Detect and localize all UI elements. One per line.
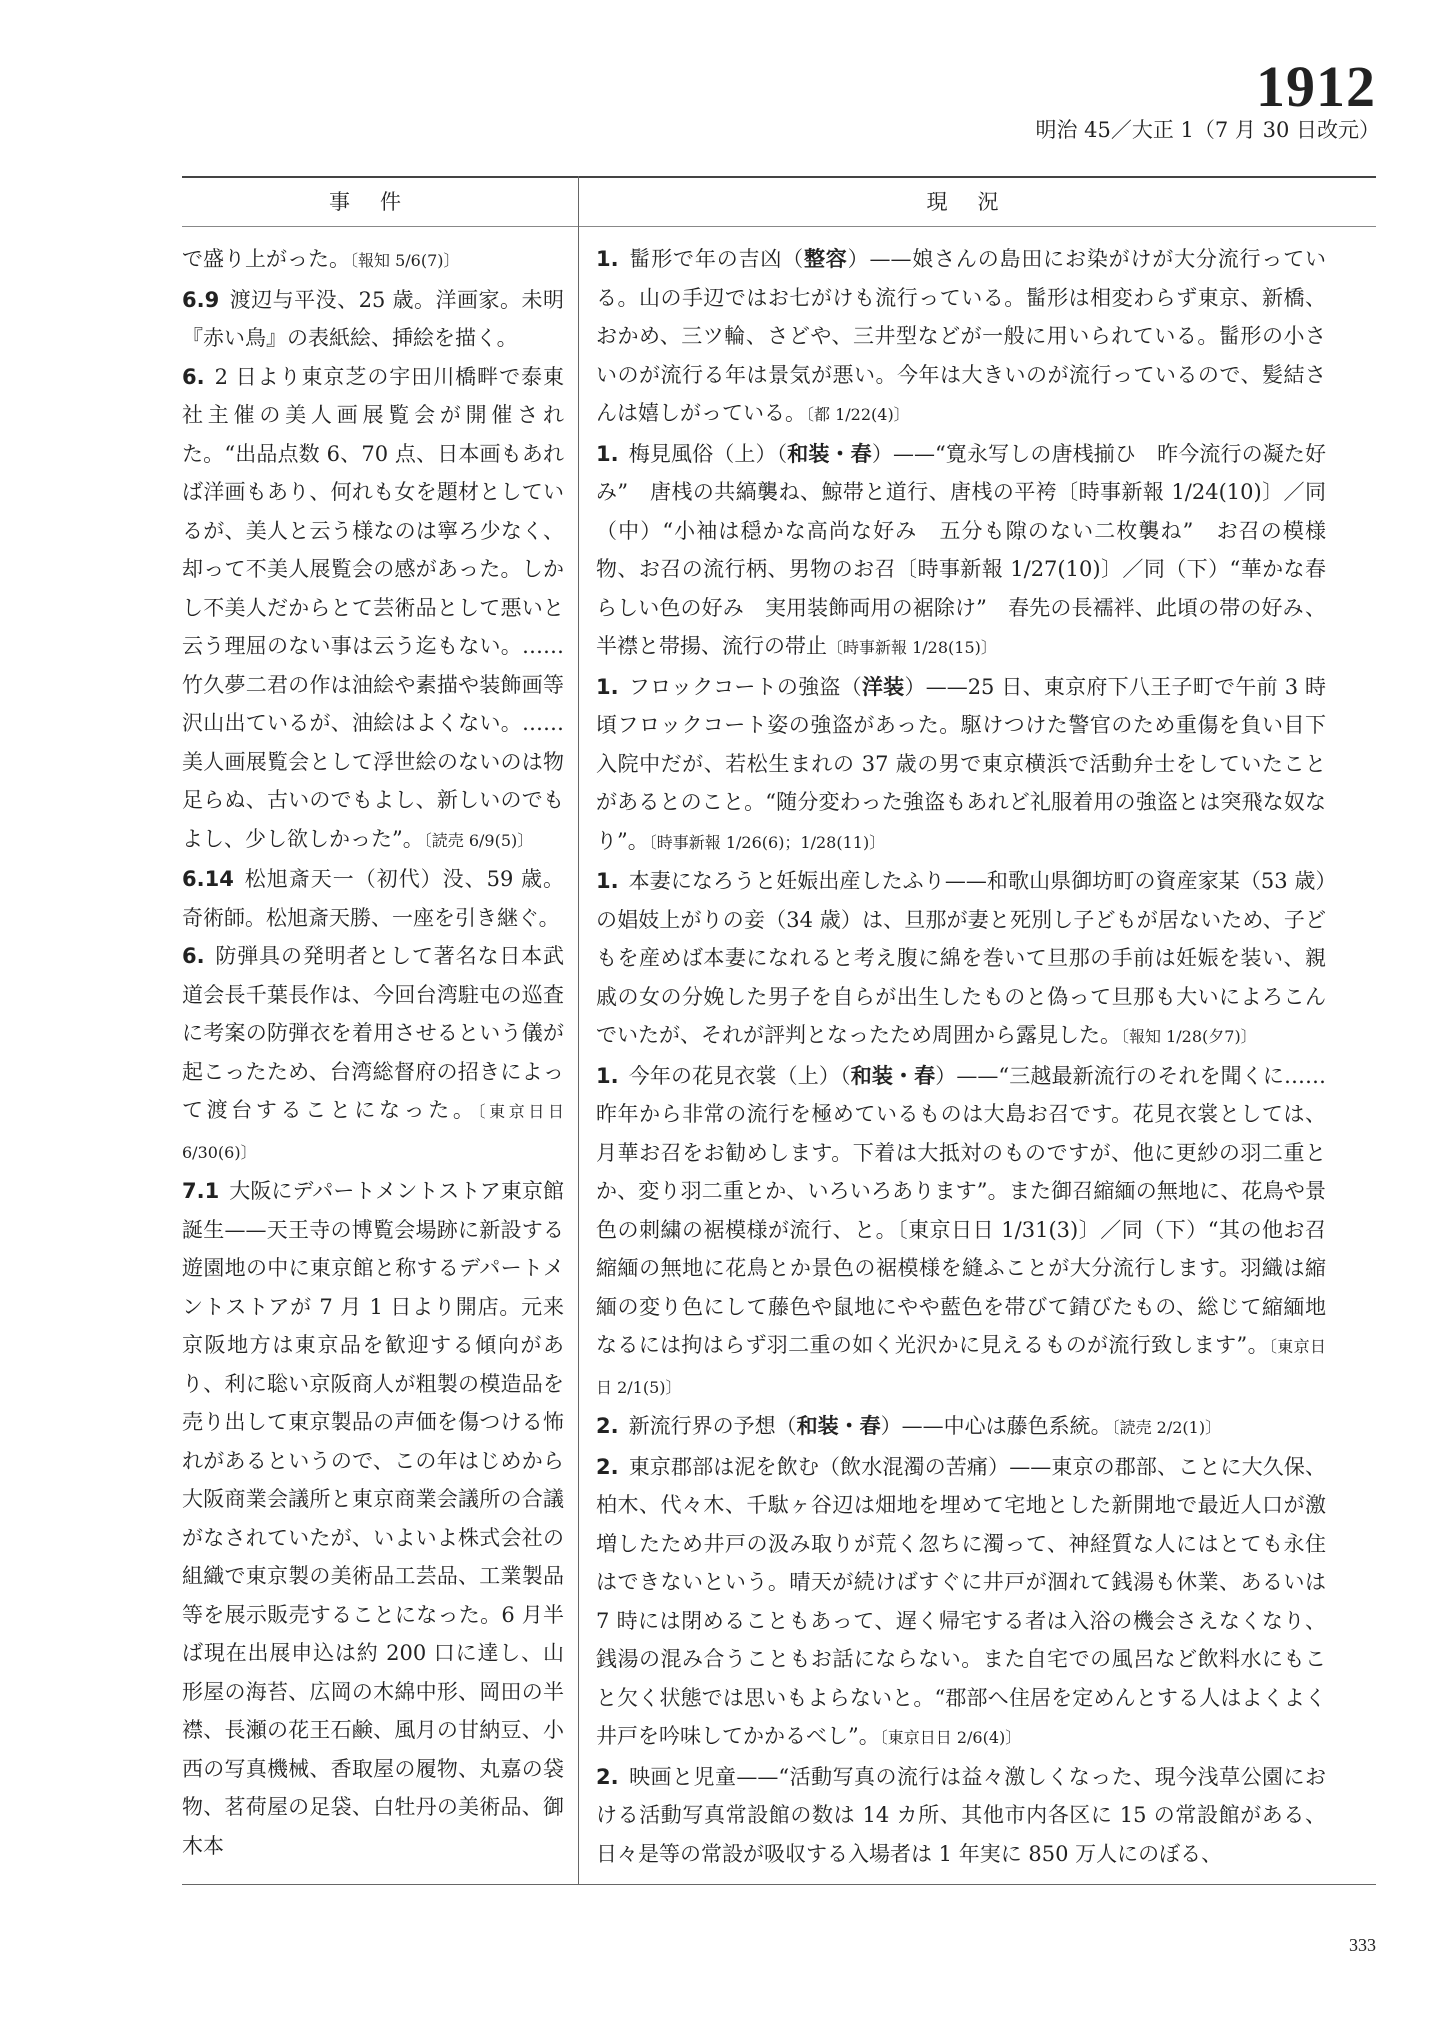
event-source: 〔東京日日 6/30(6)〕 (182, 1102, 564, 1162)
condition-month: 1. (596, 1063, 619, 1088)
condition-month: 1. (596, 674, 619, 699)
event-entry (182, 281, 564, 358)
condition-month: 2. (596, 1454, 619, 1479)
condition-text: 髷形で年の吉凶（ (628, 247, 804, 271)
event-entry (182, 1172, 564, 1865)
column-header-events: 事件 (329, 190, 431, 214)
event-text: 防弾具の発明者として著名な日本武道会長千葉長作は、今回台湾駐屯の巡査に考案の防弾衣を着用させるという儀が起こったため、台湾総督府の招きによって渡台することになった。 (182, 944, 564, 1122)
bottom-rule (182, 1884, 1376, 1885)
condition-text-cont: ）——“寛永写しの唐桟揃ひ 昨今流行の凝た好み” 唐桟の共縞襲ね、鯨帯と道行、唐桟の平袴〔時事新報 1/24(10)〕／同（中）“小袖は穏かな高尚な好み 五分も隙のない二枚襲ね” お召の模様物、お召の流行柄、男物のお召〔時事新報 1/27(10)〕／同（下）“華かな春らしい色の好み 実用装飾両用の裾除け” 春先の長襦袢、此頃の帯の好み、半襟と帯揚、流行の帯止 (596, 441, 1327, 658)
condition-text-cont: ）——中心は藤色系統。 (880, 1414, 1112, 1438)
event-text: 2 日より東京芝の宇田川橋畔で泰東社主催の美人画展覧会が開催された。“出品点数 6、70 点、日本画もあれば洋画もあり、何れも女を題材としているが、美人と云う様なのは寧ろ少なく、却って不美人展覧会の感があった。しかし不美人だからとて芸術品として悪いと云う理屈のない事は云う迄もない。……竹久夢二君の作は油絵や素描や装飾画等沢山出ているが、油絵はよくない。……美人画展覧会として浮世絵のないのは物足らぬ、古いのでもよし、新しいのでもよし、少し欲しかった”。 (182, 364, 564, 851)
condition-text: 梅見風俗（上）（ (628, 441, 788, 466)
year-heading: 1912 (1256, 54, 1376, 119)
condition-month: 2. (596, 1764, 619, 1789)
event-entry (182, 240, 564, 281)
condition-entry (596, 1407, 1326, 1448)
events-column (182, 240, 564, 1865)
condition-entry (596, 1448, 1326, 1758)
condition-source: 〔読売 2/2(1)〕 (1111, 1418, 1222, 1437)
event-text: 松旭斎天一（初代）没、59 歳。奇術師。松旭斎天勝、一座を引き継ぐ。 (182, 867, 564, 930)
event-text: で盛り上がった。 (182, 247, 350, 271)
event-date: 7.1 (182, 1179, 220, 1203)
event-source: 〔報知 5/6(7)〕 (350, 251, 460, 270)
condition-month: 2. (596, 1414, 619, 1438)
event-text: 大阪にデパートメントストア東京館誕生——天王寺の博覧会場跡に新設する遊園地の中に東京館と称するデパートメントストアが 7 月 1 日より開店。元来京阪地方は東京品を歓迎する傾向があり、利に聡い京阪商人が粗製の模造品を売り出して東京製品の声価を傷つける怖れがあるというので、この年はじめから大阪商業会議所と東京商業会議所の合議がなされていたが、いよいよ株式会社の組織で東京製の美術品工芸品、工業製品等を展示販売することになった。6 月半ば現在出展申込は約 200 口に達し、山形屋の海苔、広岡の木綿中形、岡田の半襟、長瀬の花王石鹸、風月の甘納豆、小西の写真機械、香取屋の履物、丸嘉の袋物、茗荷屋の足袋、白牡丹の美術品、御木本 (182, 1179, 564, 1858)
condition-month: 1. (596, 441, 619, 466)
event-date: 6. (182, 944, 205, 968)
condition-source: 〔都 1/22(4)〕 (806, 405, 910, 424)
condition-entry (596, 435, 1326, 668)
event-entry (182, 358, 564, 861)
condition-text: 本妻になろうと妊娠出産したふり——和歌山県御坊町の資産家某（53 歳）の娼妓上がりの妾（34 歳）は、旦那が妻と死別し子どもが居ないため、子どもを産めば本妻になれると考え腹に綿を巻いて旦那の手前は妊娠を装い、親戚の女の分娩した男子を自らが出生したものと偽って旦那も大いによろこんでいたが、それが評判となったため周囲から露見した。 (596, 869, 1326, 1047)
event-date: 6.14 (182, 867, 234, 891)
condition-category: 和装・春 (796, 1413, 881, 1438)
condition-text-cont: ）——娘さんの島田にお染がけが大分流行っている。山の手辺ではお七がけも流行っている。髷形は相変わらず東京、新橋、おかめ、三ツ輪、さどや、三井型などが一般に用いられている。髷形の小さいのが流行る年は景気が悪い。今年は大きいのが流行っているので、髪結さんは嬉しがっている。 (596, 247, 1327, 425)
conditions-column (596, 240, 1326, 1873)
event-text: 渡辺与平没、25 歳。洋画家。未明『赤い鳥』の表紙絵、挿絵を描く。 (182, 287, 564, 350)
event-source: 〔読売 6/9(5)〕 (423, 830, 534, 850)
condition-source: 〔時事新報 1/26(6)；1/28(11)〕 (648, 832, 886, 852)
condition-text: 今年の花見衣裳（上）（ (628, 1063, 851, 1088)
event-date: 6.9 (182, 287, 220, 312)
condition-category: 洋装 (861, 673, 905, 699)
event-entry (182, 937, 564, 1172)
column-divider (578, 176, 579, 1884)
condition-category: 和装・春 (787, 440, 872, 466)
condition-month: 1. (596, 247, 619, 271)
condition-source: 〔東京日日 2/1(5)〕 (596, 1337, 1326, 1397)
page-number: 333 (1349, 1935, 1376, 1955)
condition-text: 新流行界の予想（ (628, 1414, 797, 1438)
condition-entry (596, 1758, 1326, 1874)
condition-text: 東京郡部は泥を飲む（飲水混濁の苦痛）——東京の郡部、ことに大久保、柏木、代々木、千駄ヶ谷辺は畑地を埋めて宅地とした新開地で最近人口が激増したため井戸の汲み取りが荒く忽ちに濁って、神経質な人にはとても永住はできないという。晴天が続けばすぐに井戸が涸れて銭湯も休業、あるいは 7 時には閉めることもあって、遅く帰宅する者は入浴の機会さえなくなり、銭湯の混み合うこともお話にならない。また自宅での風呂など飲料水にもこと欠く状態では思いもよらないと。“郡部へ住居を定めんとする人はよくよく井戸を吟味してかかるべし”。 (596, 1454, 1326, 1748)
event-date: 6. (182, 364, 205, 389)
condition-entry (596, 668, 1326, 863)
column-header-conditions: 現況 (926, 190, 1029, 214)
condition-text: フロックコートの強盗（ (628, 674, 862, 699)
condition-text-cont: ）——25 日、東京府下八王子町で午前 3 時頃フロックコート姿の強盗があった。駆けつけた警官のため重傷を負い目下入院中だが、若松生まれの 37 歳の男で東京横浜で活動弁士をしていたことがあるとのこと。“随分変わった強盗もあれど礼服着用の強盗とは突飛な奴なり”。 (596, 674, 1327, 853)
condition-source: 〔東京日日 2/6(4)〕 (879, 1728, 1022, 1747)
condition-category: 和装・春 (850, 1062, 936, 1088)
condition-month: 1. (596, 869, 619, 893)
condition-source: 〔時事新報 1/28(15)〕 (827, 638, 997, 657)
top-rule (182, 176, 1376, 178)
condition-text: 映画と児童——“活動写真の流行は益々激しくなった、現今浅草公園における活動写真常設館の数は 14 カ所、其他市内各区に 15 の常設館がある、日々是等の常設が吸収する入場者は 1 年実に 850 万人にのぼる、 (596, 1764, 1326, 1866)
header-rule (182, 226, 1376, 227)
era-subheading: 明治 45／大正 1（7 月 30 日改元） (1035, 118, 1380, 142)
condition-category: 整容 (803, 246, 848, 271)
condition-text-cont: ）——“三越最新流行のそれを聞くに……昨年から非常の流行を極めているものは大島お召です。花見衣裳としては、月華お召をお勧めします。下着は大抵対のものですが、他に更紗の羽二重とか、変り羽二重とか、いろいろあります”。また御召縮緬の無地に、花鳥や景色の刺繍の裾模様が流行、と。〔東京日日 1/31(3)〕／同（下）“其の他お召縮緬の無地に花鳥とか景色の裾模様を縫ふことが大分流行します。羽織は縮緬の変り色にして藤色や鼠地にやや藍色を帯びて錆びたもの、総じて縮緬地なるには拘はらず羽二重の如く光沢かに見えるものが流行致します”。 (596, 1063, 1326, 1357)
condition-entry (596, 1057, 1326, 1408)
condition-entry (596, 240, 1326, 435)
condition-entry (596, 862, 1326, 1057)
condition-source: 〔報知 1/28(夕7)〕 (1121, 1027, 1257, 1046)
event-entry (182, 860, 564, 937)
